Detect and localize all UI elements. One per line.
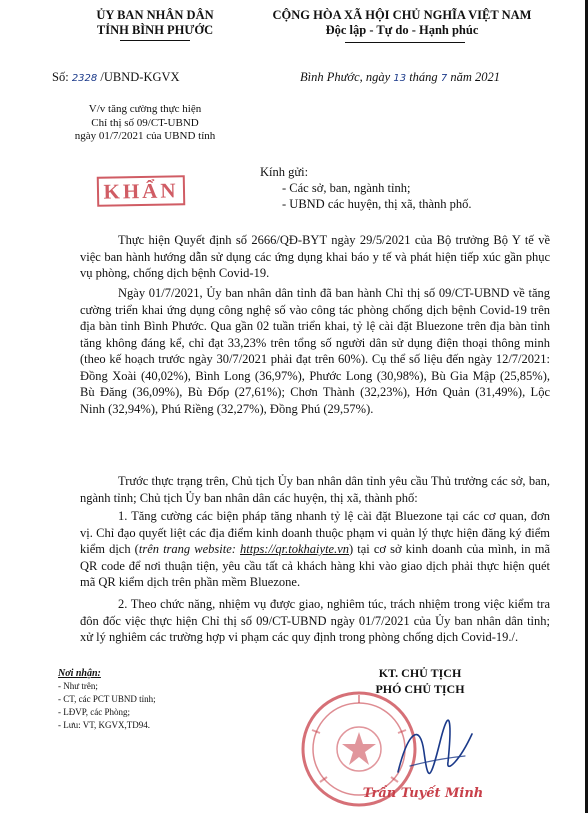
org-line-2: TỈNH BÌNH PHƯỚC	[96, 23, 214, 37]
national-motto	[232, 8, 572, 38]
signature-block	[345, 665, 495, 697]
subject-block	[65, 103, 225, 144]
signer-name: Trần Tuyết Minh	[362, 786, 484, 801]
subject-line-2: Chỉ thị số 09/CT-UBND	[91, 116, 199, 129]
recipients-block	[260, 164, 560, 212]
number-suffix: /UBND-KGVX	[100, 70, 180, 84]
date-year: năm 2021	[450, 70, 500, 84]
para4-text-b: ) tại cơ sở kinh doanh của mình, in mã QR code để nơi thuận tiện, yêu cầu tất cả khách hàng khi vào giao dịch phải thực hiện quét mã QR kiểm dịch trên phần mềm Bluezone.	[80, 542, 550, 589]
distribution-item: - Như trên;	[58, 681, 98, 691]
recipient-item: - Các sở, ban, ngành tỉnh;	[282, 181, 411, 195]
recipient-item: - UBND các huyện, thị xã, thành phố.	[282, 197, 472, 211]
handwritten-signature-icon	[390, 712, 480, 792]
urgent-stamp: KHẨN	[97, 175, 186, 207]
date-day: 13	[393, 73, 407, 84]
date-line	[300, 70, 500, 85]
body-paragraph-2: Ngày 01/7/2021, Ủy ban nhân dân tỉnh đã ban hành Chỉ thị số 09/CT-UBND về tăng cường triển khai ứng dụng công nghệ số vào công tác phòng chống dịch bệnh Covid-19 trên địa bàn tỉnh Bình Phước. Qua gần 02 tuần triển khai, tỷ lệ cài đặt Bluezone trên địa bàn tỉnh tăng không đáng kể, chỉ đạt 33,23% trên tổng số người dân sử dụng điện thoại thông minh (theo kế hoạch trước ngày 30/7/2021 phải đạt trên 60%). Cụ thể số liệu đến ngày 12/7/2021: Đồng Xoài (40,02%), Bình Long (36,97%), Phước Long (30,98%), Bù Gia Mập (25,85%), Bù Đăng (36,09%), Bù Đốp (27,61%); Chơn Thành (32,23%), Hớn Quản (31,49%), Lộc Ninh (32,94%), Phú Riềng (32,27%), Đồng Phú (29,57%).	[80, 286, 550, 416]
distribution-item: - LĐVP, các Phòng;	[58, 707, 130, 717]
date-month-label: tháng	[409, 70, 438, 84]
document-number	[52, 70, 180, 85]
body-paragraph-1: Thực hiện Quyết định số 2666/QĐ-BYT ngày 29/5/2021 của Bộ trưởng Bộ Y tế về việc ban hành hướng dẫn sử dụng các ứng dụng khai báo y tế và phát hiện tiếp xúc gần phục vụ phòng, chống dịch bệnh Covid-19.	[80, 233, 550, 280]
date-place: Bình Phước, ngày	[300, 70, 391, 84]
recipients-heading: Kính gửi:	[260, 165, 309, 179]
issuing-organization	[70, 8, 240, 38]
org-line-1: ỦY BAN NHÂN DÂN	[96, 8, 214, 22]
para4-text-a: 1. Tăng cường các biện pháp tăng nhanh tỷ lệ cài đặt Bluezone tại các cơ quan, đơn vị. Chỉ đạo quyết liệt các địa điểm kinh doanh thuộc phạm vi quản lý thực hiện đăng ký điểm kiểm dịch (	[80, 509, 550, 556]
nation-line-1: CỘNG HÒA XÃ HỘI CHỦ NGHĨA VIỆT NAM	[272, 8, 532, 22]
distribution-list	[58, 667, 258, 732]
distribution-title: Nơi nhận:	[58, 668, 101, 679]
date-month: 7	[440, 73, 448, 84]
number-prefix: Số:	[52, 70, 69, 84]
sign-title-1: KT. CHỦ TỊCH	[378, 666, 462, 680]
distribution-item: - Lưu: VT, KGVX,TD94.	[58, 720, 151, 730]
distribution-item: - CT, các PCT UBND tỉnh;	[58, 694, 156, 704]
para4-website-label: trên trang website:	[138, 542, 240, 556]
body-paragraph-4	[80, 508, 550, 591]
number-handwritten: 2328	[71, 73, 98, 84]
website-link[interactable]: https://qr.tokhaiyte.vn	[240, 542, 350, 556]
header-rule-right	[345, 42, 465, 43]
body-paragraph-3: Trước thực trạng trên, Chủ tịch Ủy ban nhân dân tỉnh yêu cầu Thủ trưởng các sở, ban, ngành tỉnh; Chủ tịch Ủy ban nhân dân các huyện, thị xã, thành phố:	[80, 474, 550, 505]
subject-line-3: ngày 01/7/2021 của UBND tỉnh	[74, 130, 216, 142]
subject-line-1: V/v tăng cường thực hiện	[88, 103, 202, 115]
header-rule-left	[120, 40, 190, 41]
sign-title-2: PHÓ CHỦ TỊCH	[375, 682, 465, 696]
body-paragraph-5: 2. Theo chức năng, nhiệm vụ được giao, nghiêm túc, trách nhiệm trong việc kiểm tra đôn đốc việc thực hiện Chỉ thị số 09/CT-UBND ngày 01/7/2021 của Ủy ban nhân dân tỉnh; xử lý nghiêm các trường hợp vi phạm các quy định trong phòng chống dịch Covid-19./.	[80, 597, 550, 644]
nation-line-2: Độc lập - Tự do - Hạnh phúc	[325, 23, 479, 37]
